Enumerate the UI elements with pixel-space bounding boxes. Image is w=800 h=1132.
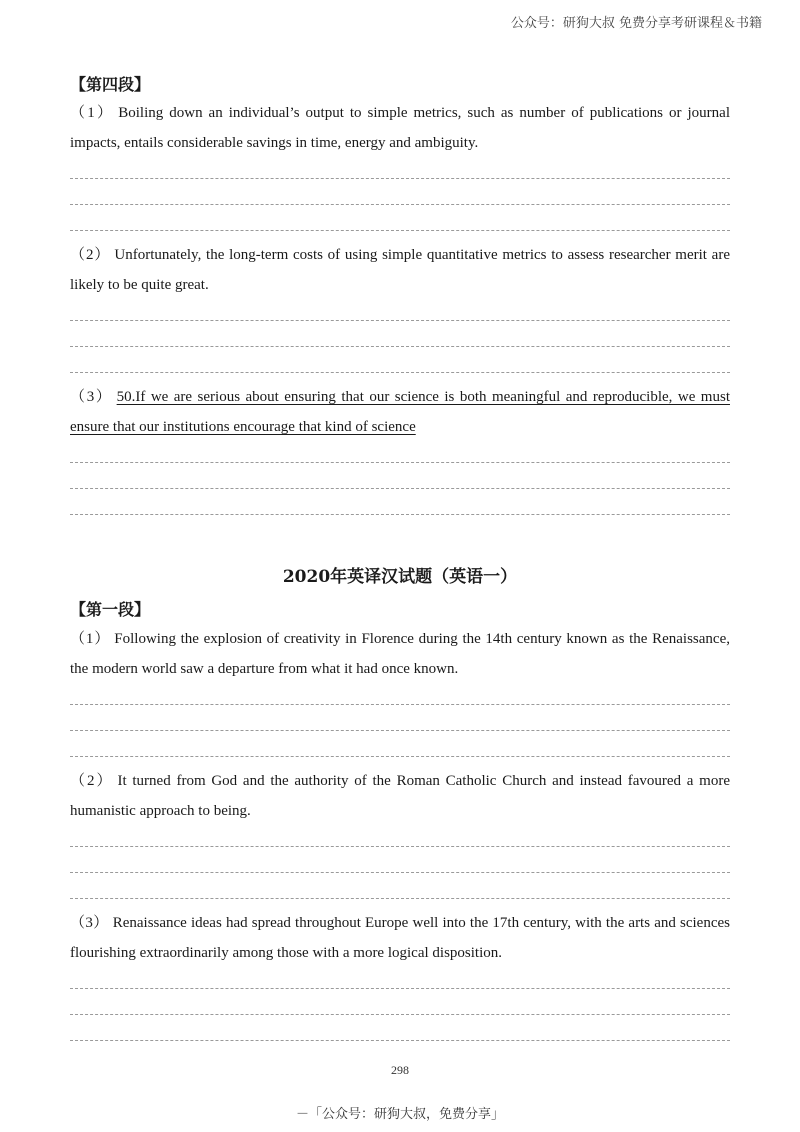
item-text: Renaissance ideas had spread throughout Europe well into the 17th century, with the arts and sciences flourishing extraordinarily among those with a more logical disposition.: [70, 915, 730, 961]
answer-line: [70, 178, 730, 179]
exam-title: 2020年英译汉试题（英语一）: [282, 567, 518, 587]
answer-line: [70, 1014, 730, 1015]
item-text-underlined: 50.If we are serious about ensuring that our science is both meaningful and reproducible, we must ensure that our institutions encourage that kind of science: [70, 389, 730, 435]
answer-line: [70, 898, 730, 899]
item-number: （2）: [70, 773, 114, 789]
answer-line: [70, 988, 730, 989]
answer-line: [70, 872, 730, 873]
item-number: （3）: [70, 915, 109, 931]
answer-line: [70, 756, 730, 757]
answer-line: [70, 462, 730, 463]
answer-line: [70, 346, 730, 347]
footer-watermark-note: －「公众号：研狗大叔，免费分享」: [295, 1107, 504, 1122]
answer-line: [70, 1040, 730, 1041]
item-text: Unfortunately, the long-term costs of using simple quantitative metrics to assess researcher merit are likely to be quite great.: [70, 247, 730, 293]
section-4-item-1: [70, 98, 730, 158]
item-text: It turned from God and the authority of the Roman Catholic Church and instead favoured a more humanistic approach to being.: [70, 773, 730, 819]
answer-line: [70, 514, 730, 515]
item-number: （3）: [70, 389, 113, 405]
answer-line: [70, 204, 730, 205]
answer-line: [70, 320, 730, 321]
page-number: 298: [391, 1063, 409, 1077]
item-text: Following the explosion of creativity in Florence during the 14th century known as the Renaissance, the modern world saw a departure from what it had once known.: [70, 631, 730, 677]
section-1-item-2: [70, 766, 730, 826]
item-number: （1）: [70, 105, 115, 121]
answer-line: [70, 846, 730, 847]
item-number: （2）: [70, 247, 111, 263]
item-text: Boiling down an individual’s output to simple metrics, such as number of publications or journal impacts, entails considerable savings in time, energy and ambiguity.: [70, 105, 730, 151]
answer-line: [70, 488, 730, 489]
header-watermark-note: 公众号：研狗大叔 免费分享考研课程＆书籍: [510, 16, 762, 31]
section-1-item-3: [70, 908, 730, 968]
answer-line: [70, 704, 730, 705]
answer-line: [70, 230, 730, 231]
answer-line: [70, 730, 730, 731]
section-4-item-3: [70, 382, 730, 442]
answer-line: [70, 372, 730, 373]
section-4-label: 【第四段】: [70, 75, 151, 94]
item-number: （1）: [70, 631, 111, 647]
section-4-item-2: [70, 240, 730, 300]
section-1-label: 【第一段】: [70, 600, 151, 619]
section-1-item-1: [70, 624, 730, 684]
